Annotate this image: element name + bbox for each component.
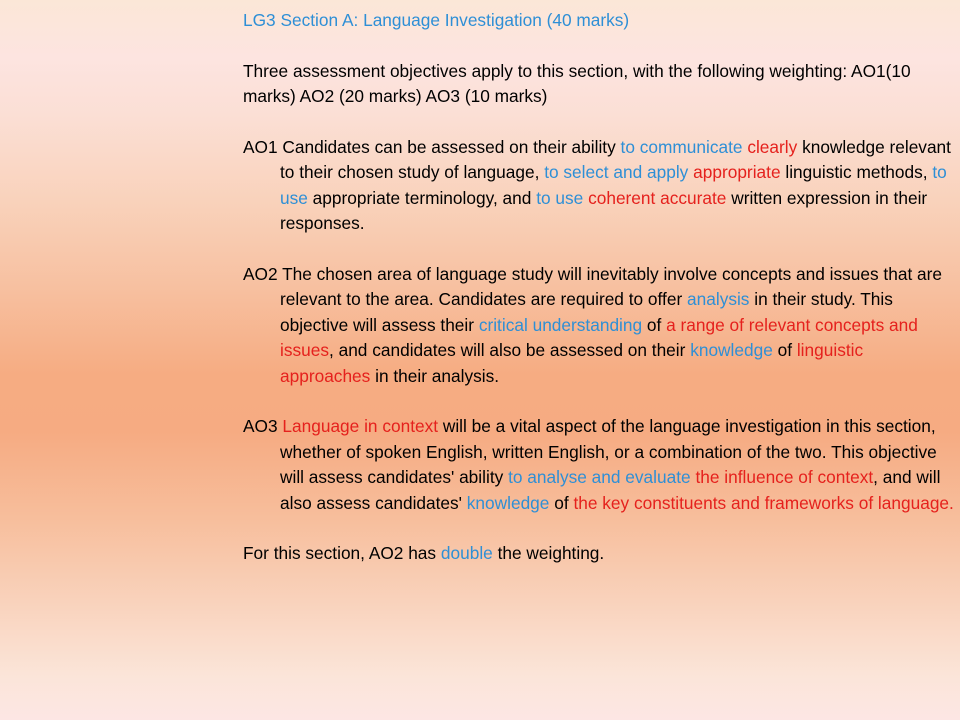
ao1-run: appropriate terminology, and: [307, 187, 537, 208]
ao2-run: of: [772, 340, 797, 360]
intro-text: Three assessment objectives apply to this section, with the following weighting: AO1(10 marks) AO2 (20 marks) AO3 (10 marks): [243, 60, 911, 106]
ao1-run: clearly: [747, 136, 798, 157]
ao1-run: linguistic methods,: [780, 162, 933, 182]
ao2-run: linguistic approaches: [280, 340, 864, 386]
ao1-run: knowledge relevant to their chosen study of language,: [280, 136, 951, 182]
closing-run: For this section, AO2 has: [243, 543, 441, 563]
ao2-run: knowledge: [690, 340, 773, 360]
ao2-run: in their study. This objective will assess their: [280, 289, 893, 335]
closing-run: the weighting.: [492, 543, 605, 563]
ao2-paragraph: [243, 262, 955, 390]
ao2-run: a range of relevant concepts and issues: [280, 314, 918, 360]
ao1-run: written expression in their responses.: [280, 187, 928, 233]
ao3-run: of: [549, 492, 574, 513]
ao1-run: to communicate: [620, 136, 743, 157]
ao1-run: to use: [280, 162, 947, 208]
ao1-run: to select and apply: [544, 162, 689, 182]
ao3-run: the influence of context: [695, 467, 874, 487]
slide-content: [243, 8, 955, 567]
ao1-run: AO1 Candidates can be assessed on their ability: [243, 136, 621, 157]
closing-paragraph: [243, 541, 955, 567]
ao3-run: the key constituents and frameworks of language.: [573, 492, 954, 513]
closing-run: double: [440, 543, 493, 563]
ao3-run: Language in context: [282, 416, 439, 436]
section-heading-text: LG3 Section A: Language Investigation (40 marks): [243, 10, 630, 30]
ao2-run: AO2 The chosen area of language study will inevitably involve concepts and issues that are relevant to the area. Candidates are required to offer: [243, 263, 943, 309]
ao2-run: analysis: [687, 289, 750, 309]
ao1-run: coherent accurate: [588, 187, 727, 208]
ao3-run: will be a vital aspect of the language investigation in this section, whether of spoken English, written English, or a combination of the two. This objective will assess candidates' ability: [280, 416, 937, 487]
ao1-run: appropriate: [693, 162, 781, 182]
ao2-run: , and candidates will also be assessed on their: [328, 340, 691, 360]
ao3-run: , and will also assess candidates': [280, 467, 941, 513]
ao2-run: in their analysis.: [370, 365, 500, 386]
ao1-run: to use: [536, 187, 584, 208]
ao3-paragraph: [243, 414, 955, 516]
ao3-run: knowledge: [466, 492, 550, 513]
intro-paragraph: [243, 59, 955, 110]
section-heading: [243, 8, 955, 34]
ao3-run: AO3: [243, 416, 283, 436]
ao3-run: to analyse and evaluate: [508, 467, 691, 487]
ao2-run: of: [642, 314, 667, 335]
ao1-paragraph: [243, 135, 955, 237]
ao2-run: critical understanding: [478, 314, 643, 335]
